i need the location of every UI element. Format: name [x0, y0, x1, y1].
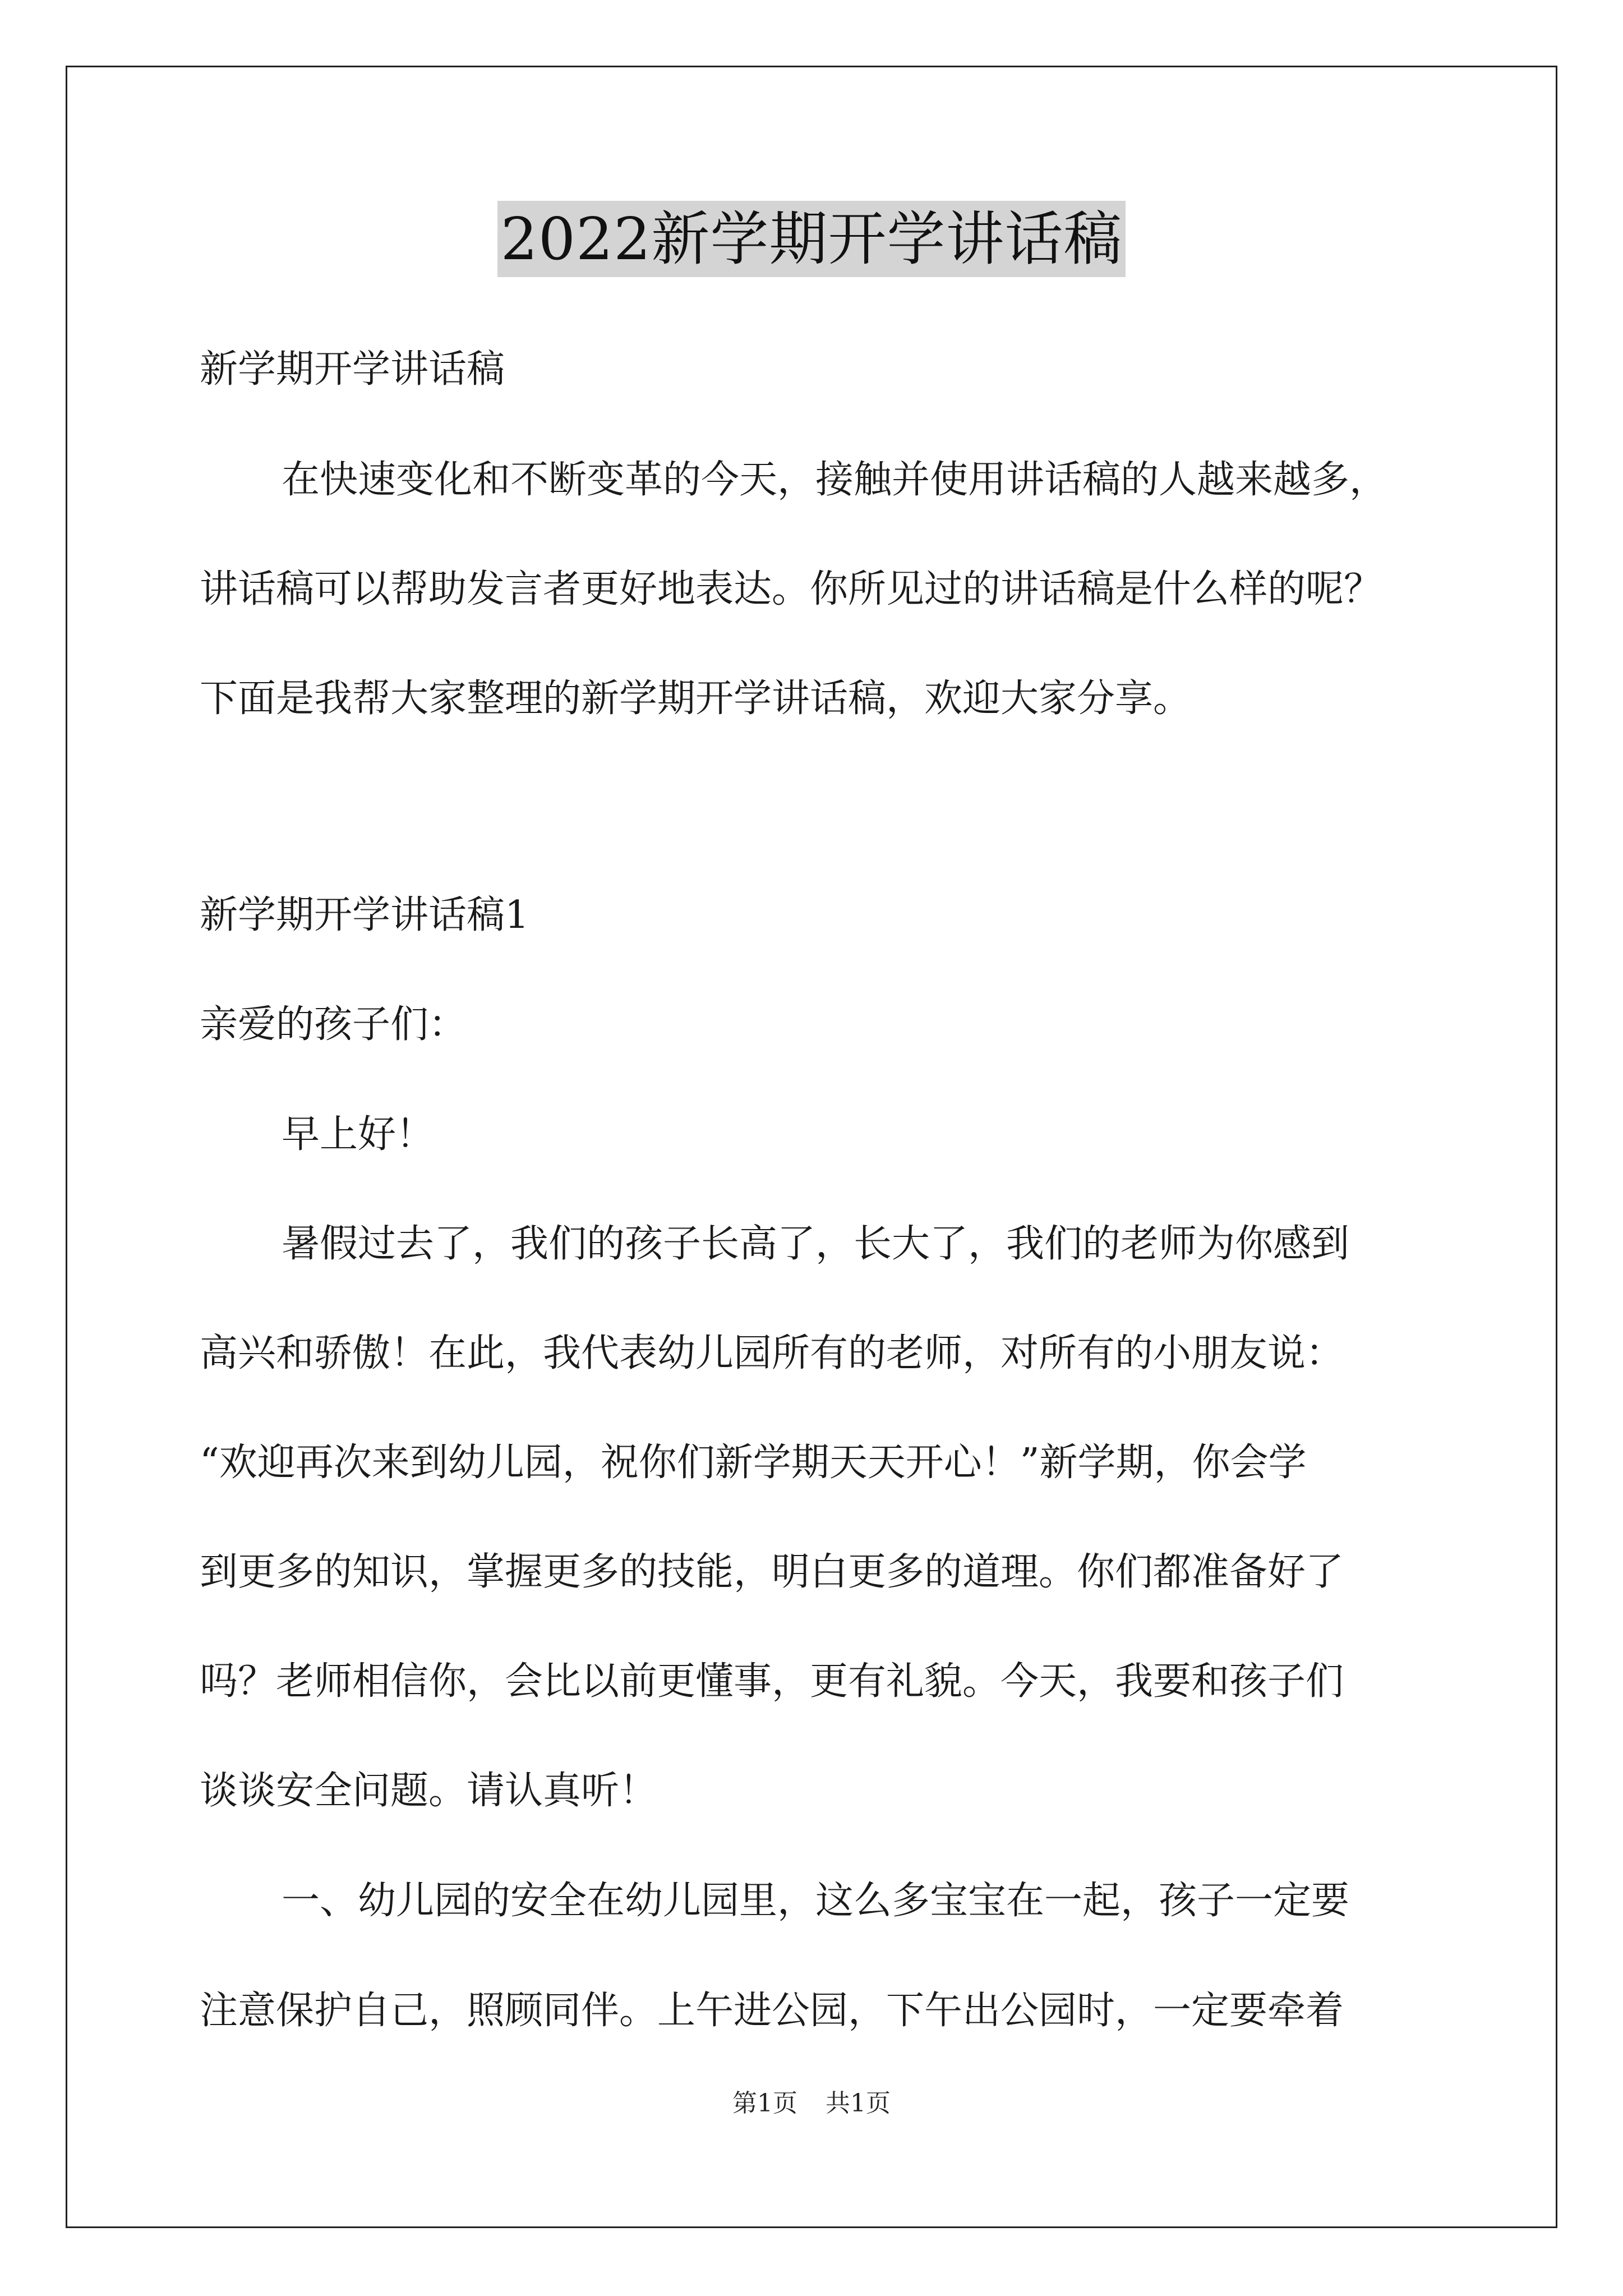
paragraph-line: 一、幼儿园的安全在幼儿园里，这么多宝宝在一起，孩子一定要 — [282, 1879, 1350, 1923]
paragraph-line: 下面是我帮大家整理的新学期开学讲话稿，欢迎大家分享。 — [200, 677, 1192, 721]
paragraph-line: 注意保护自己，照顾同伴。上午进公园，下午出公园时，一定要牵着 — [200, 1989, 1344, 2033]
subtitle: 新学期开学讲话稿 — [200, 347, 505, 392]
paragraph-line: “欢迎再次来到幼儿园，祝你们新学期天天开心！”新学期，你会学 — [200, 1441, 1307, 1485]
page-total: 共1页 — [826, 2089, 891, 2118]
paragraph-line: 吗？老师相信你，会比以前更懂事，更有礼貌。今天，我要和孩子们 — [200, 1659, 1344, 1704]
title-container — [0, 201, 1623, 277]
paragraph-line: 高兴和骄傲！在此，我代表幼儿园所有的老师，对所有的小朋友说： — [200, 1331, 1344, 1375]
paragraph-line: 谈谈安全问题。请认真听！ — [200, 1769, 658, 1813]
greeting: 早上好！ — [282, 1112, 435, 1157]
paragraph-line: 到更多的知识，掌握更多的技能，明白更多的道理。你们都准备好了 — [200, 1550, 1344, 1594]
paragraph-line: 在快速变化和不断变革的今天，接触并使用讲话稿的人越来越多， — [282, 458, 1388, 502]
page-number: 第1页 — [732, 2089, 797, 2118]
paragraph-line: 讲话稿可以帮助发言者更好地表达。你所见过的讲话稿是什么样的呢？ — [200, 567, 1382, 611]
page-footer — [0, 2087, 1623, 2120]
salutation: 亲爱的孩子们： — [200, 1002, 467, 1047]
paragraph-line: 暑假过去了，我们的孩子长高了，长大了，我们的老师为你感到 — [282, 1222, 1350, 1266]
document-title: 2022新学期开学讲话稿 — [497, 201, 1126, 277]
section-heading: 新学期开学讲话稿1 — [200, 893, 529, 937]
